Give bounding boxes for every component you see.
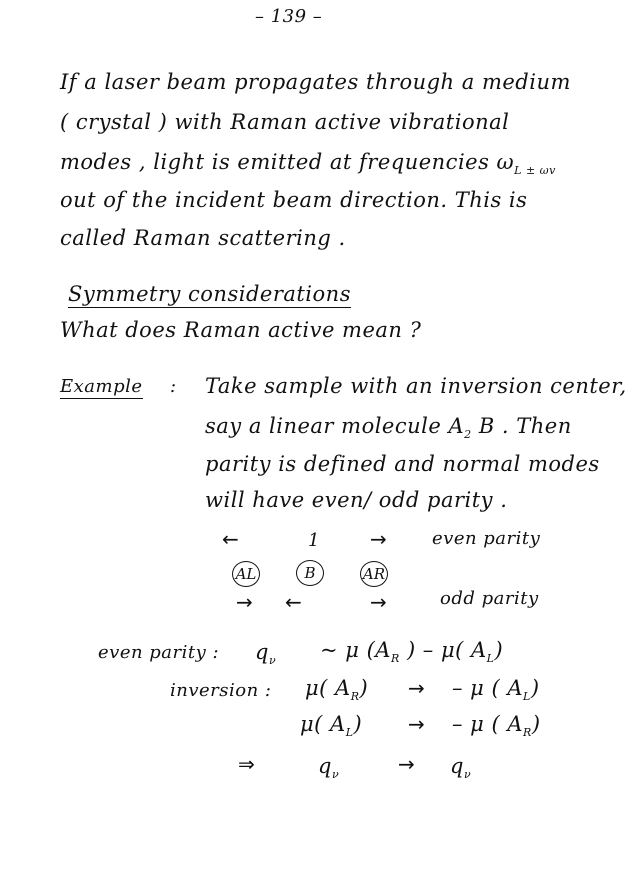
odd-parity-label: odd parity [440, 588, 539, 609]
atom-a-left: AL [232, 561, 260, 587]
q-nu: $q_\nu$ [255, 640, 277, 668]
example-label: Example [60, 376, 143, 397]
inversion-label: inversion : [170, 680, 272, 701]
implies-arrow: ⇒ [238, 752, 255, 776]
paragraph-line-3: modes , light is emitted at frequencies $\omega_{L \pm \omega v}$ [60, 150, 556, 178]
final-arrow: → [398, 752, 415, 776]
odd-arrow-2: ← [285, 590, 302, 614]
example-line-1: Take sample with an inversion center, [205, 374, 627, 398]
inversion-1-right: – μ ( $A_L$) [452, 676, 540, 704]
inversion-2-right: – μ ( $A_R$) [452, 712, 541, 740]
center-mark: 1 [308, 530, 320, 551]
example-line-2: say a linear molecule $A_2$ B . Then [205, 414, 572, 442]
left-arrow: ← [222, 527, 239, 551]
final-q-right: $q_\nu$ [450, 754, 472, 782]
example-colon: : [170, 376, 177, 397]
section-heading: Symmetry considerations [68, 282, 351, 306]
example-line-3: parity is defined and normal modes [205, 452, 600, 476]
example-line-4: will have even/ odd parity . [205, 488, 508, 512]
question-line: What does Raman active mean ? [60, 318, 422, 342]
even-parity-rhs: ~ μ ($A_R$ ) – μ( $A_L$) [320, 638, 504, 666]
atom-b: B [296, 560, 324, 586]
atom-a-right: AR [360, 561, 388, 587]
right-arrow: → [370, 527, 387, 551]
inversion-1-arrow: → [408, 676, 425, 700]
paragraph-line-2: ( crystal ) with Raman active vibrational [60, 110, 510, 134]
even-parity-label: even parity [432, 528, 541, 549]
odd-arrow-1: → [236, 590, 253, 614]
paragraph-line-5: called Raman scattering . [60, 226, 346, 250]
inversion-2-left: μ( $A_L$) [300, 712, 363, 740]
paragraph-line-4: out of the incident beam direction. This is [60, 188, 528, 212]
inversion-1-left: μ( $A_R$) [305, 676, 369, 704]
final-q-left: $q_\nu$ [318, 754, 340, 782]
odd-arrow-3: → [370, 590, 387, 614]
inversion-2-arrow: → [408, 712, 425, 736]
page-number: – 139 – [255, 6, 323, 27]
paragraph-line-1: If a laser beam propagates through a medium [60, 70, 571, 94]
even-parity-eq-label: even parity : [98, 642, 220, 663]
